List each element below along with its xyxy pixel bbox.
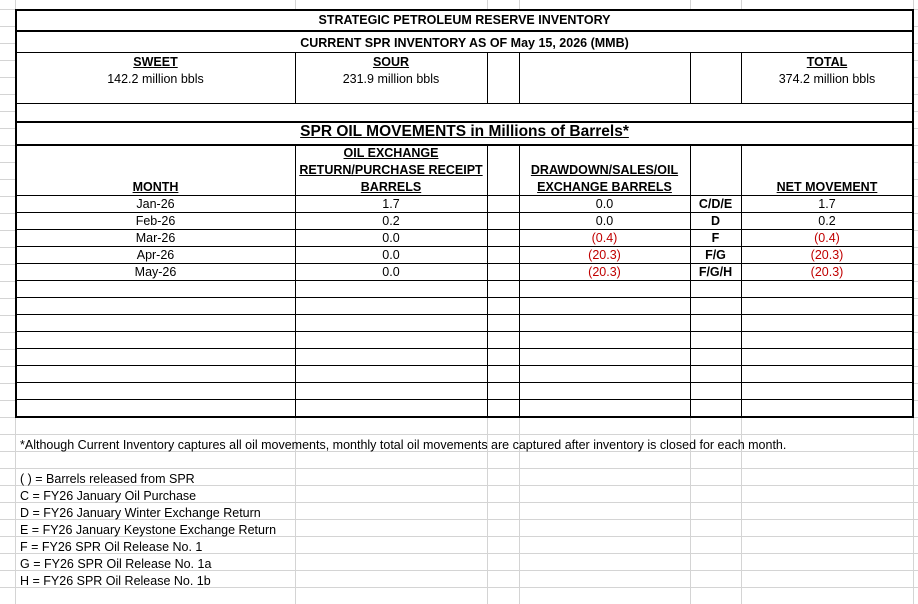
drawdown-header-line2: EXCHANGE BARRELS xyxy=(537,180,672,194)
month-cell: Apr-26 xyxy=(136,248,175,262)
month-column-header: MONTH xyxy=(132,180,179,194)
header-divider xyxy=(15,30,914,32)
table-border-bottom xyxy=(15,416,914,418)
total-label: TOTAL xyxy=(806,55,848,69)
movement-code-cell: D xyxy=(710,214,721,228)
movement-code-cell: C/D/E xyxy=(698,197,733,211)
receipt-cell: 0.0 xyxy=(382,231,400,245)
legend-item: C = FY26 January Oil Purchase xyxy=(20,489,197,503)
movements-title: SPR OIL MOVEMENTS in Millions of Barrels* xyxy=(300,123,629,140)
movement-row-divider xyxy=(15,314,914,315)
movement-row-divider xyxy=(15,280,914,281)
drawdown-cell: (20.3) xyxy=(588,265,621,279)
net-movement-cell: (20.3) xyxy=(810,248,844,262)
month-cell: Feb-26 xyxy=(135,214,176,228)
receipt-cell: 0.0 xyxy=(382,265,400,279)
movement-row-divider xyxy=(15,297,914,298)
legend-item: F = FY26 SPR Oil Release No. 1 xyxy=(20,540,203,554)
net-movement-cell: (20.3) xyxy=(810,265,844,279)
gridline-row xyxy=(0,468,918,469)
drawdown-cell: (0.4) xyxy=(591,231,618,245)
movement-row-divider xyxy=(15,348,914,349)
sour-value: 231.9 million bbls xyxy=(342,72,440,86)
month-cell: May-26 xyxy=(134,265,177,279)
summary-column-divider xyxy=(690,52,691,104)
month-cell: Mar-26 xyxy=(135,231,176,245)
exchange-header-line1: OIL EXCHANGE xyxy=(343,146,439,160)
movement-code-cell: F xyxy=(711,231,720,245)
receipt-cell: 0.0 xyxy=(382,248,400,262)
movement-row-divider xyxy=(15,365,914,366)
receipt-cell: 1.7 xyxy=(382,197,400,211)
net-movement-cell: 0.2 xyxy=(818,214,836,228)
exchange-header-line3: BARRELS xyxy=(360,180,422,194)
drawdown-header-line1: DRAWDOWN/SALES/OIL xyxy=(530,163,679,177)
gridline-row xyxy=(0,434,918,435)
inventory-date-heading: CURRENT SPR INVENTORY AS OF May 15, 2026 (MMB) xyxy=(300,36,629,50)
movement-code-cell: F/G xyxy=(705,248,726,262)
exchange-header-line2: RETURN/PURCHASE RECEIPT xyxy=(299,163,483,177)
sweet-label: SWEET xyxy=(133,55,178,69)
report-title: STRATEGIC PETROLEUM RESERVE INVENTORY xyxy=(318,13,611,27)
month-cell: Jan-26 xyxy=(136,197,175,211)
summary-divider xyxy=(15,103,914,104)
sweet-value: 142.2 million bbls xyxy=(107,72,204,86)
movement-row-divider xyxy=(15,331,914,332)
receipt-cell: 0.2 xyxy=(382,214,400,228)
summary-column-divider xyxy=(519,52,520,104)
legend-item: ( ) = Barrels released from SPR xyxy=(20,472,195,486)
legend-item: D = FY26 January Winter Exchange Return xyxy=(20,506,261,520)
net-movement-header: NET MOVEMENT xyxy=(776,180,878,194)
net-movement-cell: (0.4) xyxy=(814,231,840,245)
total-value: 374.2 million bbls xyxy=(778,72,876,86)
movement-column-divider xyxy=(690,145,691,417)
legend-item: H = FY26 SPR Oil Release No. 1b xyxy=(20,574,211,588)
movement-row-divider xyxy=(15,399,914,400)
drawdown-cell: 0.0 xyxy=(595,214,614,228)
summary-column-divider xyxy=(487,52,488,104)
drawdown-cell: 0.0 xyxy=(595,197,614,211)
movement-code-cell: F/G/H xyxy=(698,265,733,279)
sour-label: SOUR xyxy=(372,55,410,69)
table-border-top xyxy=(15,9,914,11)
movement-row-divider xyxy=(15,382,914,383)
drawdown-cell: (20.3) xyxy=(588,248,621,262)
subheader-divider xyxy=(15,52,914,53)
net-movement-cell: 1.7 xyxy=(818,197,836,211)
legend-item: G = FY26 SPR Oil Release No. 1a xyxy=(20,557,212,571)
movement-column-divider xyxy=(487,145,488,417)
legend-item: E = FY26 January Keystone Exchange Return xyxy=(20,523,277,537)
footnote: *Although Current Inventory captures all oil movements, monthly total oil movements are captured after inventory is closed for each month. xyxy=(20,438,787,452)
